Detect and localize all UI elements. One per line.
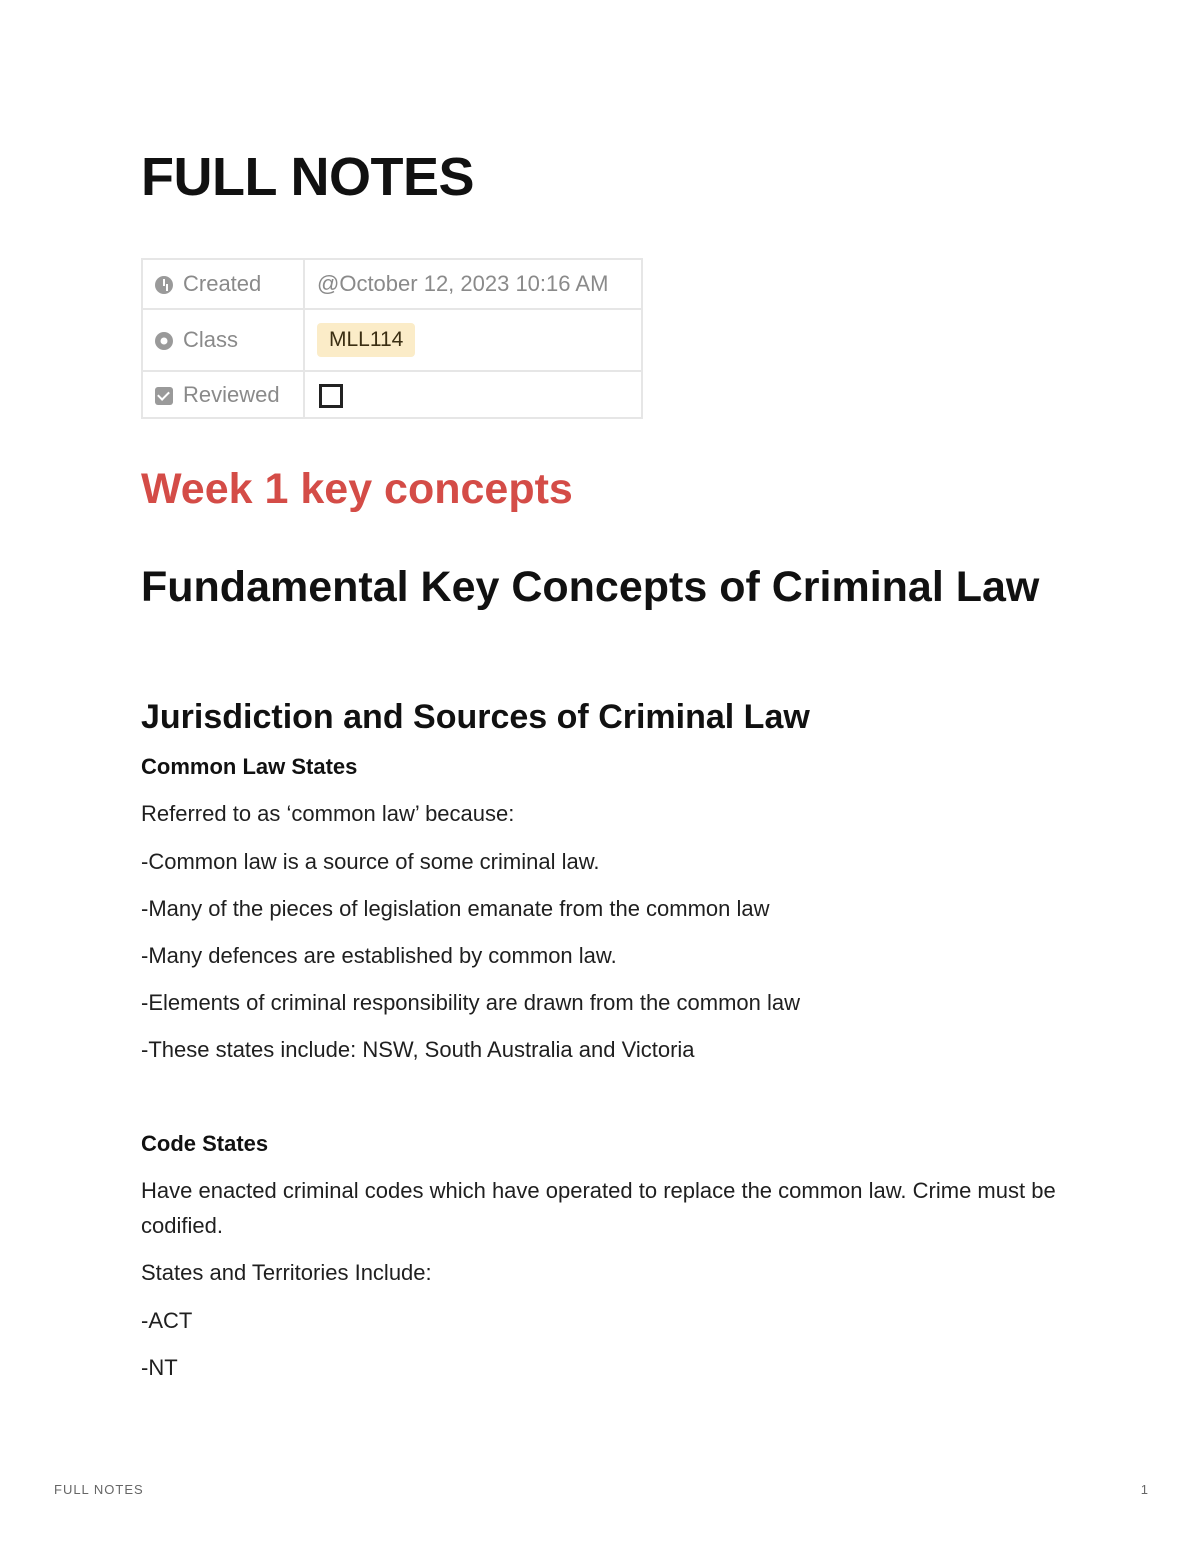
property-label: Reviewed (183, 381, 280, 407)
property-row-reviewed (142, 371, 642, 418)
footer-title: FULL NOTES (54, 1482, 144, 1497)
week-heading: Week 1 key concepts (141, 465, 573, 513)
paragraph: -Common law is a source of some criminal law. (141, 849, 600, 874)
reviewed-value-cell (304, 371, 642, 418)
property-row-created (142, 259, 642, 309)
paragraph: -NT (141, 1355, 178, 1380)
page-number: 1 (1140, 1482, 1148, 1497)
paragraph: -ACT (141, 1308, 193, 1333)
reviewed-checkbox[interactable] (319, 384, 343, 408)
checkbox-icon (155, 387, 173, 405)
paragraph: -Many defences are established by common law. (141, 943, 617, 968)
page-title: FULL NOTES (141, 147, 475, 207)
property-key-created (142, 259, 304, 309)
common-law-heading: Common Law States (141, 754, 358, 779)
paragraph: -Elements of criminal responsibility are drawn from the common law (141, 990, 801, 1015)
subsection-heading: Jurisdiction and Sources of Criminal Law (141, 698, 810, 736)
paragraph: -These states include: NSW, South Australia and Victoria (141, 1037, 695, 1062)
select-icon (155, 332, 173, 350)
property-key-reviewed (142, 371, 304, 418)
class-value-cell[interactable] (304, 309, 642, 371)
clock-icon (155, 276, 173, 294)
section-heading: Fundamental Key Concepts of Criminal Law (141, 563, 1040, 611)
property-row-class (142, 309, 642, 371)
property-key-class (142, 309, 304, 371)
properties-table (141, 258, 643, 419)
paragraph: Have enacted criminal codes which have operated to replace the common law. Crime must be codified. (141, 1178, 1056, 1238)
class-tag[interactable]: MLL114 (317, 323, 415, 357)
property-label: Created (183, 271, 262, 296)
paragraph: Referred to as ‘common law’ because: (141, 801, 515, 826)
code-states-heading: Code States (141, 1131, 269, 1156)
paragraph: States and Territories Include: (141, 1260, 432, 1285)
created-value[interactable]: @October 12, 2023 10:16 AM (304, 259, 642, 309)
property-label: Class (183, 327, 239, 352)
paragraph: -Many of the pieces of legislation emanate from the common law (141, 896, 770, 921)
